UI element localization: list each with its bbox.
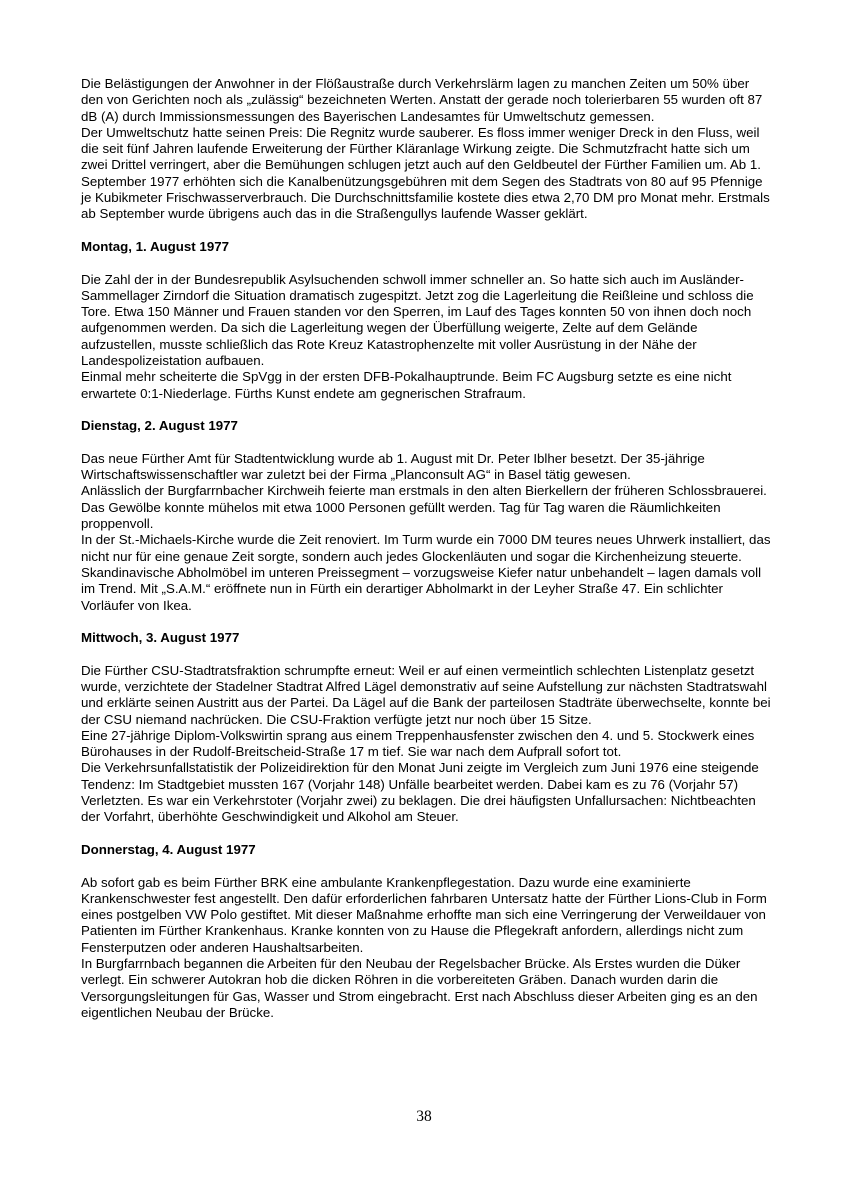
- section-heading: Donnerstag, 4. August 1977: [81, 841, 256, 857]
- paragraph: Einmal mehr scheiterte die SpVgg in der ersten DFB-Pokalhauptrunde. Beim FC Augsburg setzte es eine nicht erwartete 0:1-Niederlage. Fürths Kunst endete am gegnerischen Strafraum.: [81, 369, 732, 401]
- section-wednesday: [81, 630, 771, 826]
- page-number: 38: [416, 1108, 432, 1125]
- paragraph: Das neue Fürther Amt für Stadtentwicklung wurde ab 1. August mit Dr. Peter Iblher besetzt. Der 35-jährige Wirtschaftswissenschaftler war zuletzt bei der Firma „Planconsult AG“ in Basel tätig gewesen.: [81, 450, 705, 483]
- paragraph: In Burgfarrnbach begannen die Arbeiten für den Neubau der Regelsbacher Brücke. Als Erstes wurden die Düker verlegt. Ein schwerer Autokran hob die dicken Röhren in die vorbereiteten Gräben. Danach wurden darin die Versorgungsleitungen für Gas, Wasser und Strom eingebracht. Erst nach Abschluss dieser Arbeiten ging es an den eigentlichen Neubau der Brücke.: [81, 956, 758, 1020]
- section-heading: Mittwoch, 3. August 1977: [81, 630, 240, 646]
- paragraph: Anlässlich der Burgfarrnbacher Kirchweih feierte man erstmals in den alten Bierkellern der früheren Schlossbrauerei. Das Gewölbe konnte mühelos mit etwa 1000 Personen gefüllt werden. Tag für Tag waren die Räumlichkeiten proppenvoll.: [81, 483, 767, 532]
- paragraph: Eine 27-jährige Diplom-Volkswirtin sprang aus einem Treppenhausfenster zwischen den 4. und 5. Stockwerk eines Bürohauses in der Rudolf-Breitscheid-Straße 17 m tief. Sie war nach dem Aufprall sofort tot.: [81, 727, 755, 760]
- paragraph: Der Umweltschutz hatte seinen Preis: Die Regnitz wurde sauberer. Es floss immer weniger Dreck in den Fluss, weil die seit fünf Jahren laufende Erweiterung der Fürther Kläranlage Wirkung zeigte. Die Schmutzfracht hatte sich um zwei Drittel verringert, aber die Bemühungen schlugen jetzt auch auf den Geldbeutel der Fürther Familien um. Ab 1. September 1977 erhöhten sich die Kanalbenützungsgebühren mit dem Segen des Stadtrats von 80 auf 95 Pfennige je Kubikmeter Frischwasserverbrauch. Die Durchschnittsfamilie kostete dies etwa 2,70 DM pro Monat mehr. Erstmals ab September wurde übrigens auch das in die Straßengullys laufende Wasser geklärt.: [81, 124, 770, 222]
- section-heading: Montag, 1. August 1977: [81, 238, 230, 254]
- paragraph: Skandinavische Abholmöbel im unteren Preissegment – vorzugsweise Kiefer natur unbehandelt – lagen damals voll im Trend. Mit „S.A.M.“ eröffnete nun in Fürth ein derartiger Abholmarkt in der Leyher Straße 47. Ein schlichter Vorläufer von Ikea.: [81, 564, 762, 613]
- paragraph: Die Verkehrsunfallstatistik der Polizeidirektion für den Monat Juni zeigte im Vergleich zum Juni 1976 eine steigende Tendenz: Im Stadtgebiet mussten 167 (Vorjahr 148) Unfälle bearbeitet werden. Dabei kam es zu 76 (Vorjahr 57) Verletzten. Es war ein Verkehrstoter (Vorjahr zwei) zu beklagen. Die drei häufigsten Unfallursachen: Nichtbeachten der Vorfahrt, überhöhte Geschwindigkeit und Alkohol am Steuer.: [81, 760, 759, 825]
- section-intro: [81, 76, 771, 223]
- paragraph: Die Fürther CSU-Stadtratsfraktion schrumpfte erneut: Weil er auf einen vermeintlich schlechten Listenplatz gesetzt wurde, verzichtete der Stadelner Stadtrat Alfred Lägel demonstrativ auf seine Aufstellung zur nächsten Stadtratswahl und erklärte seinen Austritt aus der Partei. Da Lägel auf die Bank der parteilosen Stadträte überwechselte, konnte bei der CSU niemand nachrücken. Die CSU-Fraktion verfügte jetzt nur noch über 15 Sitze.: [81, 662, 771, 727]
- paragraph: Ab sofort gab es beim Fürther BRK eine ambulante Krankenpflegestation. Dazu wurde eine examinierte Krankenschwester fest angestellt. Den dafür erforderlichen fahrbaren Untersatz hatte der Fürther Lions-Club in Form eines postgelben VW Polo gestiftet. Mit dieser Maßnahme erhoffte man sich eine Verringerung der Verweildauer von Patienten im Fürther Krankenhaus. Kranke konnten von zu Hause die Pflegekraft anfordern, allerdings nicht zum Fensterputzen oder anderen Haushaltsarbeiten.: [81, 874, 767, 955]
- paragraph: Die Belästigungen der Anwohner in der Flößaustraße durch Verkehrslärm lagen zu manchen Zeiten um 50% über den von Gerichten noch als „zulässig“ bezeichneten Werten. Anstatt der gerade noch tolerierbaren 55 wurden oft 87 dB (A) durch Immissionsmessungen des Bayerischen Landesamtes für Umweltschutz gemessen.: [81, 76, 763, 124]
- section-heading: Dienstag, 2. August 1977: [81, 418, 238, 434]
- paragraph: Die Zahl der in der Bundesrepublik Asylsuchenden schwoll immer schneller an. So hatte sich auch im Ausländer-Sammellager Zirndorf die Situation dramatisch zugespitzt. Jetzt zog die Lagerleitung die Reißleine und schloss die Tore. Etwa 150 Männer und Frauen standen vor den Sperren, im Lauf des Tages konnten 50 von ihnen doch noch aufgenommen werden. Da sich die Lagerleitung wegen der Überfüllung weigerte, Zelte auf dem Gelände aufzustellen, musste schließlich das Rote Kreuz Katastrophenzelte mit voller Ausrüstung in der Nähe der Landespolizeistation aufbauen.: [81, 271, 754, 369]
- paragraph: In der St.-Michaels-Kirche wurde die Zeit renoviert. Im Turm wurde ein 7000 DM teures neues Uhrwerk installiert, das nicht nur für eine genaue Zeit sorgte, sondern auch jedes Glockenläuten und sogar die Kirchenheizung steuerte.: [81, 532, 771, 564]
- document-body: [81, 76, 771, 1021]
- section-tuesday: [81, 418, 771, 614]
- section-thursday: [81, 842, 771, 1021]
- section-monday: [81, 239, 771, 402]
